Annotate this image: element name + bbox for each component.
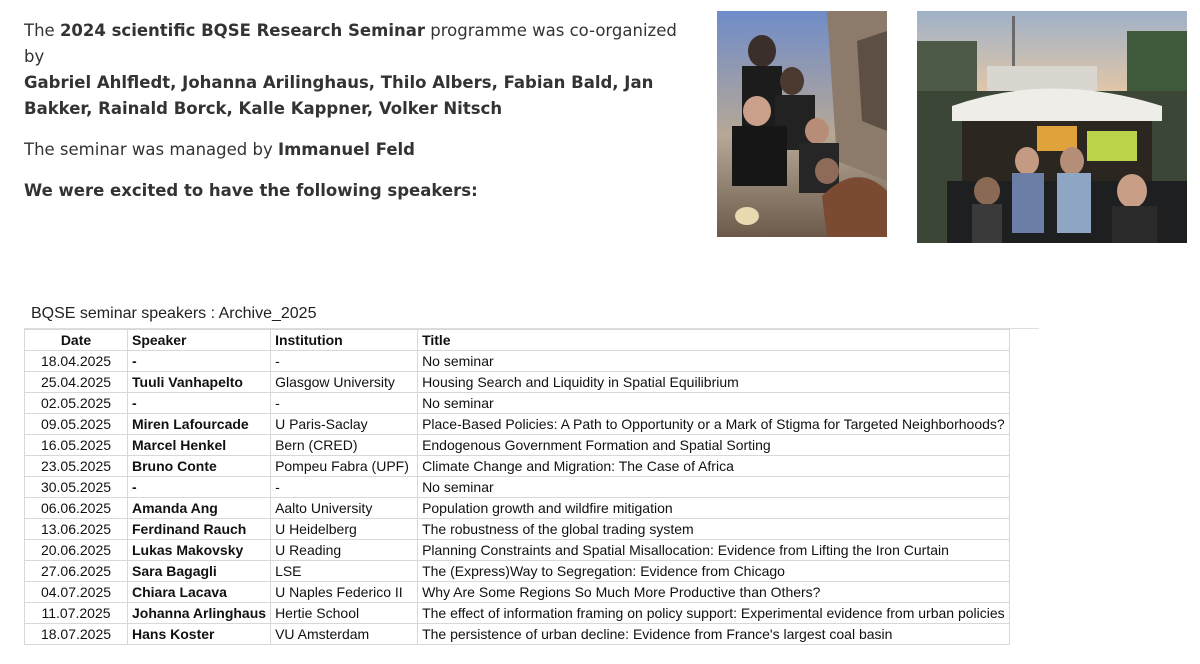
boat-party-photo: [917, 11, 1187, 243]
cell-date: 20.06.2025: [25, 540, 128, 561]
cell-date: 09.05.2025: [25, 414, 128, 435]
cell-title: Place-Based Policies: A Path to Opportunity or a Mark of Stigma for Targeted Neighborhoods?: [418, 414, 1010, 435]
table-row: [25, 435, 1010, 456]
cell-title: The effect of information framing on policy support: Experimental evidence from urban policies: [418, 603, 1010, 624]
cell-title: Population growth and wildfire mitigation: [418, 498, 1010, 519]
table-row: [25, 540, 1010, 561]
table-row: [25, 561, 1010, 582]
cell-institution: VU Amsterdam: [271, 624, 418, 645]
cell-speaker: Bruno Conte: [128, 456, 271, 477]
cell-title: The persistence of urban decline: Evidence from France's largest coal basin: [418, 624, 1010, 645]
table-row: [25, 414, 1010, 435]
cell-institution: Pompeu Fabra (UPF): [271, 456, 418, 477]
cell-institution: U Naples Federico II: [271, 582, 418, 603]
speakers-table: [24, 329, 1010, 645]
manager-name: Immanuel Feld: [277, 140, 415, 159]
cell-speaker: Tuuli Vanhapelto: [128, 372, 271, 393]
cell-speaker: Johanna Arlinghaus: [128, 603, 271, 624]
table-row: [25, 519, 1010, 540]
table-caption: BQSE seminar speakers : Archive_2025: [31, 305, 317, 322]
table-row: [25, 582, 1010, 603]
cell-date: 18.04.2025: [25, 351, 128, 372]
cell-speaker: Hans Koster: [128, 624, 271, 645]
cell-institution: -: [271, 393, 418, 414]
cell-date: 11.07.2025: [25, 603, 128, 624]
cell-date: 02.05.2025: [25, 393, 128, 414]
cell-speaker: Sara Bagagli: [128, 561, 271, 582]
table-row: [25, 603, 1010, 624]
cell-title: No seminar: [418, 351, 1010, 372]
cell-date: 30.05.2025: [25, 477, 128, 498]
table-row: [25, 393, 1010, 414]
cell-speaker: Chiara Lacava: [128, 582, 271, 603]
seminar-name: 2024 scientific BQSE Research Seminar: [59, 21, 425, 40]
cell-title: Why Are Some Regions So Much More Productive than Others?: [418, 582, 1010, 603]
cell-date: 16.05.2025: [25, 435, 128, 456]
organizers-list: Gabriel Ahlfledt, Johanna Arilinghaus, Thilo Albers, Fabian Bald, Jan Bakker, Rainald Borck, Kalle Kappner, Volker Nitsch: [24, 73, 654, 118]
cell-date: 18.07.2025: [25, 624, 128, 645]
intro-paragraph: [24, 18, 684, 122]
cell-date: 23.05.2025: [25, 456, 128, 477]
intro-suffix: programme was co-organized by: [24, 21, 677, 66]
header-speaker: Speaker: [128, 330, 271, 351]
manager-prefix: The seminar was managed by: [24, 140, 278, 159]
table-row: [25, 351, 1010, 372]
cell-institution: U Reading: [271, 540, 418, 561]
header-title: Title: [418, 330, 1010, 351]
cell-title: The robustness of the global trading system: [418, 519, 1010, 540]
cell-institution: U Paris-Saclay: [271, 414, 418, 435]
cell-date: 25.04.2025: [25, 372, 128, 393]
header-institution: Institution: [271, 330, 418, 351]
cell-date: 06.06.2025: [25, 498, 128, 519]
cell-speaker: Amanda Ang: [128, 498, 271, 519]
cell-title: Housing Search and Liquidity in Spatial Equilibrium: [418, 372, 1010, 393]
header-date: Date: [25, 330, 128, 351]
cell-institution: -: [271, 477, 418, 498]
cell-institution: U Heidelberg: [271, 519, 418, 540]
group-selfie-photo: [717, 11, 887, 237]
cell-speaker: -: [128, 393, 271, 414]
speakers-heading: [24, 178, 684, 204]
table-row: [25, 624, 1010, 645]
cell-title: Planning Constraints and Spatial Misallocation: Evidence from Lifting the Iron Curtain: [418, 540, 1010, 561]
cell-title: No seminar: [418, 477, 1010, 498]
cell-speaker: -: [128, 477, 271, 498]
cell-title: The (Express)Way to Segregation: Evidence from Chicago: [418, 561, 1010, 582]
cell-institution: Bern (CRED): [271, 435, 418, 456]
intro-text: [24, 18, 684, 219]
table-row: [25, 477, 1010, 498]
cell-speaker: -: [128, 351, 271, 372]
cell-title: Endogenous Government Formation and Spatial Sorting: [418, 435, 1010, 456]
cell-institution: Glasgow University: [271, 372, 418, 393]
table-body: [25, 351, 1010, 645]
cell-institution: Hertie School: [271, 603, 418, 624]
table-row: [25, 456, 1010, 477]
cell-speaker: Marcel Henkel: [128, 435, 271, 456]
table-header-row: [25, 330, 1010, 351]
cell-title: No seminar: [418, 393, 1010, 414]
cell-speaker: Miren Lafourcade: [128, 414, 271, 435]
cell-date: 27.06.2025: [25, 561, 128, 582]
speakers-heading-text: We were excited to have the following speakers:: [24, 181, 478, 200]
cell-institution: -: [271, 351, 418, 372]
cell-speaker: Ferdinand Rauch: [128, 519, 271, 540]
table-row: [25, 498, 1010, 519]
manager-paragraph: [24, 137, 684, 163]
cell-institution: LSE: [271, 561, 418, 582]
cell-institution: Aalto University: [271, 498, 418, 519]
table-row: [25, 372, 1010, 393]
cell-date: 04.07.2025: [25, 582, 128, 603]
intro-prefix: The: [24, 21, 60, 40]
cell-speaker: Lukas Makovsky: [128, 540, 271, 561]
cell-date: 13.06.2025: [25, 519, 128, 540]
cell-title: Climate Change and Migration: The Case of Africa: [418, 456, 1010, 477]
